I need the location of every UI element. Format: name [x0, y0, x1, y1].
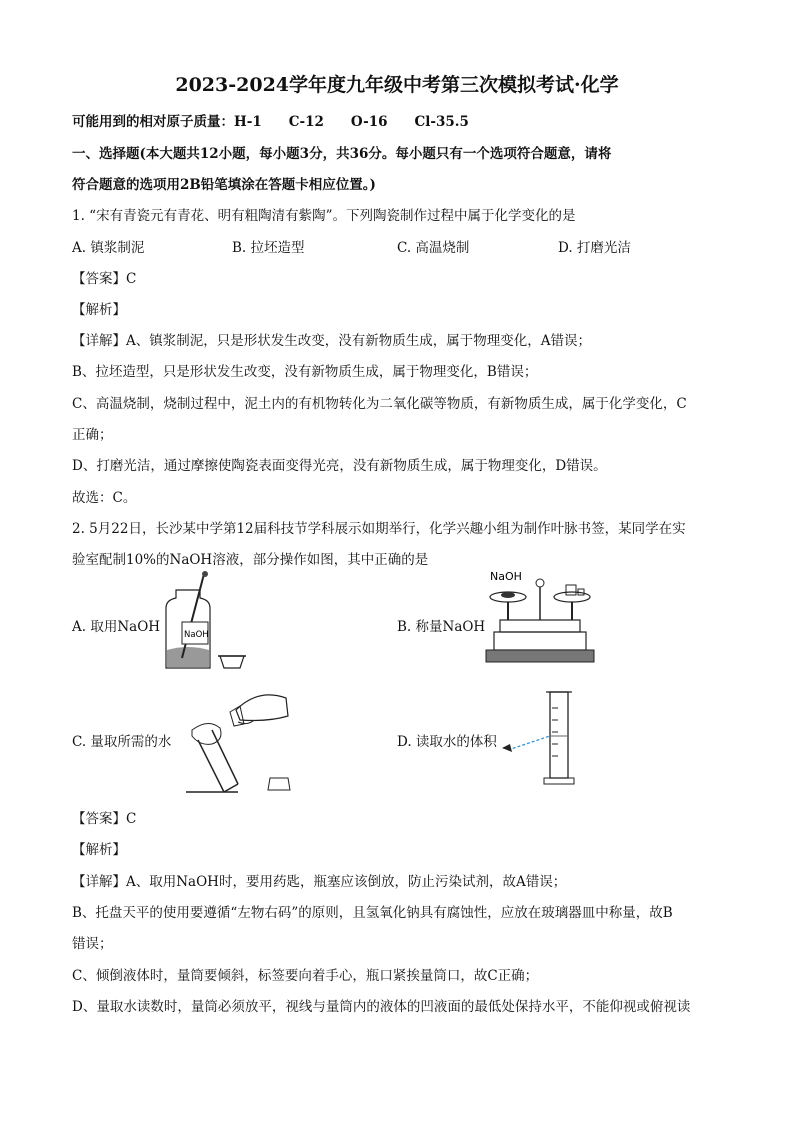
balance-label: NaOH: [490, 570, 522, 583]
q1-option-d: D. 打磨光洁: [558, 240, 631, 256]
q1-option-b: B. 拉坯造型: [232, 240, 305, 256]
figure-a-reagent-bottle: [160, 570, 250, 675]
q1-detail-5: D、打磨光洁，通过摩擦使陶瓷表面变得光亮，没有新物质生成，属于物理变化，D错误。: [72, 458, 607, 474]
q2-detail-1: 【详解】A、取用NaOH时，要用药匙，瓶塞应该倒放，防止污染试剂，故A错误；: [72, 874, 567, 890]
q1-detail-4: 正确；: [72, 427, 113, 443]
figure-b-balance: [480, 565, 600, 675]
q2-answer: 【答案】C: [72, 811, 137, 827]
q1-stem: 1. “宋有青瓷元有青花、明有粗陶清有紫陶”。下列陶瓷制作过程中属于化学变化的是: [72, 208, 576, 224]
q1-answer: 【答案】C: [72, 271, 137, 287]
q1-detail-3: C、高温烧制，烧制过程中，泥土内的有机物转化为二氧化碳等物质，有新物质生成，属于化学变化，C: [72, 396, 687, 412]
q2-option-d: D. 读取水的体积: [397, 734, 497, 750]
figure-c-pouring: [178, 680, 298, 795]
q2-stem-line1: 2. 5月22日，长沙某中学第12届科技节学科展示如期举行，化学兴趣小组为制作叶脉书签，某同学在实: [72, 521, 686, 537]
q2-detail-4: C、倾倒液体时，量筒要倾斜，标签要向着手心，瓶口紧挨量筒口，故C正确；: [72, 968, 539, 984]
q1-detail-1: 【详解】A、镇浆制泥，只是形状发生改变，没有新物质生成，属于物理变化，A错误；: [72, 333, 591, 349]
q2-stem-line2: 验室配制10%的NaOH溶液，部分操作如图，其中正确的是: [72, 552, 429, 568]
q1-option-a: A. 镇浆制泥: [72, 240, 145, 256]
q1-detail-6: 故选：C。: [72, 490, 137, 506]
q1-option-c: C. 高温烧制: [397, 240, 470, 256]
figure-d-reading: [500, 688, 590, 788]
q2-option-b: B. 称量NaOH: [397, 619, 486, 635]
q2-detail-5: D、量取水读数时，量筒必须放平，视线与量筒内的液体的凹液面的最低处保持水平，不能仰视或俯视读: [72, 999, 691, 1015]
section-heading-line2: 符合题意的选项用2B铅笔填涂在答题卡相应位置。): [72, 177, 376, 193]
q2-detail-2: B、托盘天平的使用要遵循“左物右码”的原则，且氢氧化钠具有腐蚀性，应放在玻璃器皿中称量，故B: [72, 905, 673, 921]
q2-detail-3: 错误；: [72, 936, 113, 952]
q1-analysis-label: 【解析】: [72, 302, 126, 318]
q1-detail-2: B、拉坯造型，只是形状发生改变，没有新物质生成，属于物理变化，B错误；: [72, 364, 538, 380]
atomic-masses: 可能用到的相对原子质量：H-1 C-12 O-16 Cl-35.5: [72, 114, 469, 130]
q2-option-c: C. 量取所需的水: [72, 734, 172, 750]
q2-analysis-label: 【解析】: [72, 842, 126, 858]
q2-option-a: A. 取用NaOH: [72, 619, 161, 635]
page-title: 2023-2024学年度九年级中考第三次模拟考试·化学: [175, 74, 619, 96]
bottle-label: NaOH: [184, 630, 209, 640]
section-heading-line1: 一、选择题(本大题共12小题，每小题3分，共36分。每小题只有一个选项符合题意，请将: [72, 146, 612, 162]
